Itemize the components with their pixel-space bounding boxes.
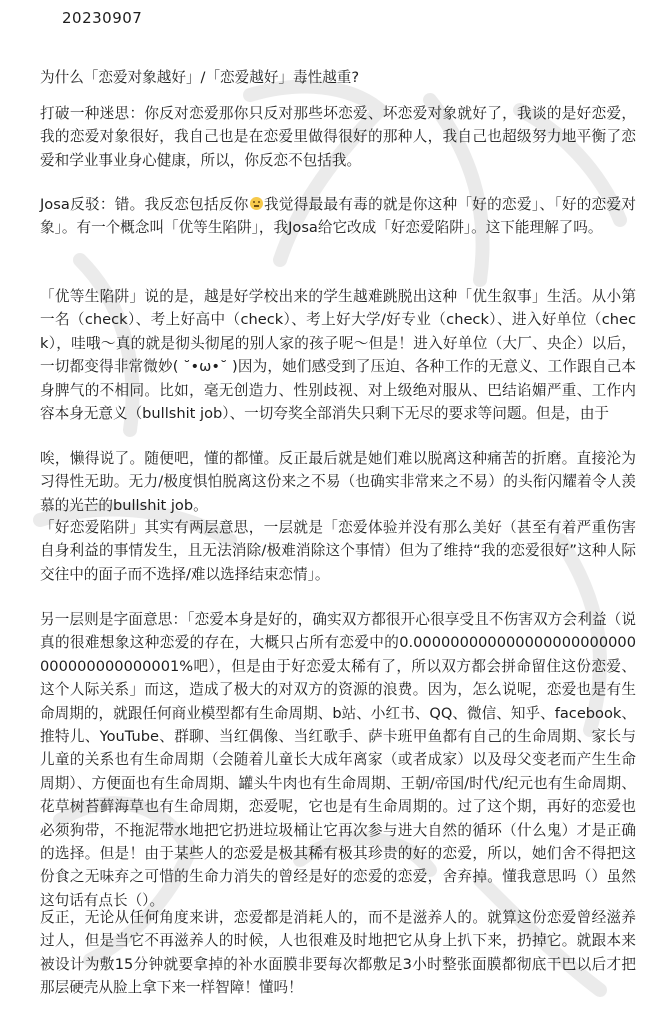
rebuttal-part-1: Josa反驳：错。我反恋包括反你 (40, 196, 249, 213)
question-heading: 为什么「恋爱对象越好」/「恋爱越好」毒性越重? (40, 69, 360, 86)
paragraph-josa-rebuttal (40, 193, 636, 240)
paragraph-honor-student-trap: 「优等生陷阱」说的是，越是好学校出来的学生越难跳脱出这种「优生叙事」生活。从小第一名（check）、考上好高中（check）、考上好大学/好专业（check）、进入好单位（check），哇哦～真的就是彻头彻尾的别人家的孩子呢～但是！进入好单位（大厂、央企）以后，一切都变得非常微妙( ˘•ω•˘ )因为，她们感受到了压迫、各种工作的无意义、工作跟自己本身脾气的不相同。比如，毫无创造力、性别歧视、对上级绝对服从、巴结谄媚严重、工作内容本身无意义（bullshit job）、一切夸奖全部消失只剩下无尽的要求等问题。但是，由于 (40, 288, 636, 423)
paragraph-conclusion: 反正，无论从任何角度来讲，恋爱都是消耗人的，而不是滋养人的。就算这份恋爱曾经滋养过人，但是当它不再滋养人的时候，人也很难及时地把它从身上扒下来，扔掉它。就跟本来被设计为敷15分钟就要拿掉的补水面膜非要每次都敷足3小时整张面膜都彻底干巴以后才把那层硬壳从脸上拿下来一样智障！懂吗！ (40, 909, 636, 997)
grimacing-face-icon (250, 197, 263, 210)
paragraph-too-lazy: 唉，懒得说了。随便吧，懂的都懂。反正最后就是她们难以脱离这种痛苦的折磨。直接沦为习得性无助。无力/极度惧怕脱离这份来之不易（也确实非常来之不易）的头衔闪耀着令人羡慕的光芒的bullshit job。 (40, 450, 636, 514)
paragraph-good-love-trap: 「好恋爱陷阱」其实有两层意思，一层就是「恋爱体验并没有那么美好（甚至有着严重伤害自身利益的事情发生，且无法消除/极难消除这个事情）但为了维持“我的恋爱很好”这种人际交往中的面子而不选择/难以选择结束恋情」。 (40, 519, 636, 583)
paragraph-myth: 打破一种迷思：你反对恋爱那你只反对那些坏恋爱、坏恋爱对象就好了，我谈的是好恋爱，我的恋爱对象很好，我自己也是在恋爱里做得很好的那种人，我自己也超级努力地平衡了恋爱和学业事业身心健康，所以，你反恋不包括我。 (40, 105, 636, 169)
paragraph-life-cycle: 另一层则是字面意思：「恋爱本身是好的，确实双方都很开心很享受且不伤害双方会利益（说真的很难想象这种恋爱的存在，大概只占所有恋爱中的0.000000000000000000000000000000000000001%吧），但是由于好恋爱太稀有了，所以双方都会拼命留住这份恋爱、这个人际关系」而这，造成了极大的对双方的资源的浪费。因为，怎么说呢，恋爱也是有生命周期的，就跟任何商业模型都有生命周期、b站、小红书、QQ、微信、知乎、facebook、推特儿、YouTube、群聊、当红偶像、当红歌手、萨卡班甲鱼都有自己的生命周期、家长与儿童的关系也有生命周期（会随着儿童长大成年离家（或者成家）以及母父变老而产生生命周期）、方便面也有生命周期、罐头牛肉也有生命周期、王朝/帝国/时代/纪元也有生命周期、花草树苔藓海草也有生命周期，恋爱呢，它也是有生命周期的。过了这个期，再好的恋爱也必须狗带，不拖泥带水地把它扔进垃圾桶让它再次参与进大自然的循环（什么鬼）才是正确的选择。但是！由于某些人的恋爱是极其稀有极其珍贵的好的恋爱，所以，她们舍不得把这份食之无味弃之可惜的生命力消失的曾经是好的恋爱的恋爱，舍弃掉。懂我意思吗（）虽然这句话有点长（）。 (40, 611, 636, 909)
rebuttal-part-2: 我觉得最最有毒的就是你这种「好的恋爱」、「好的恋爱对象」。有一个概念叫「优等生陷阱」，我Josa给它改成「好恋爱陷阱」。这下能理解了吗。 (40, 196, 636, 237)
post-date: 20230907 (62, 9, 143, 27)
